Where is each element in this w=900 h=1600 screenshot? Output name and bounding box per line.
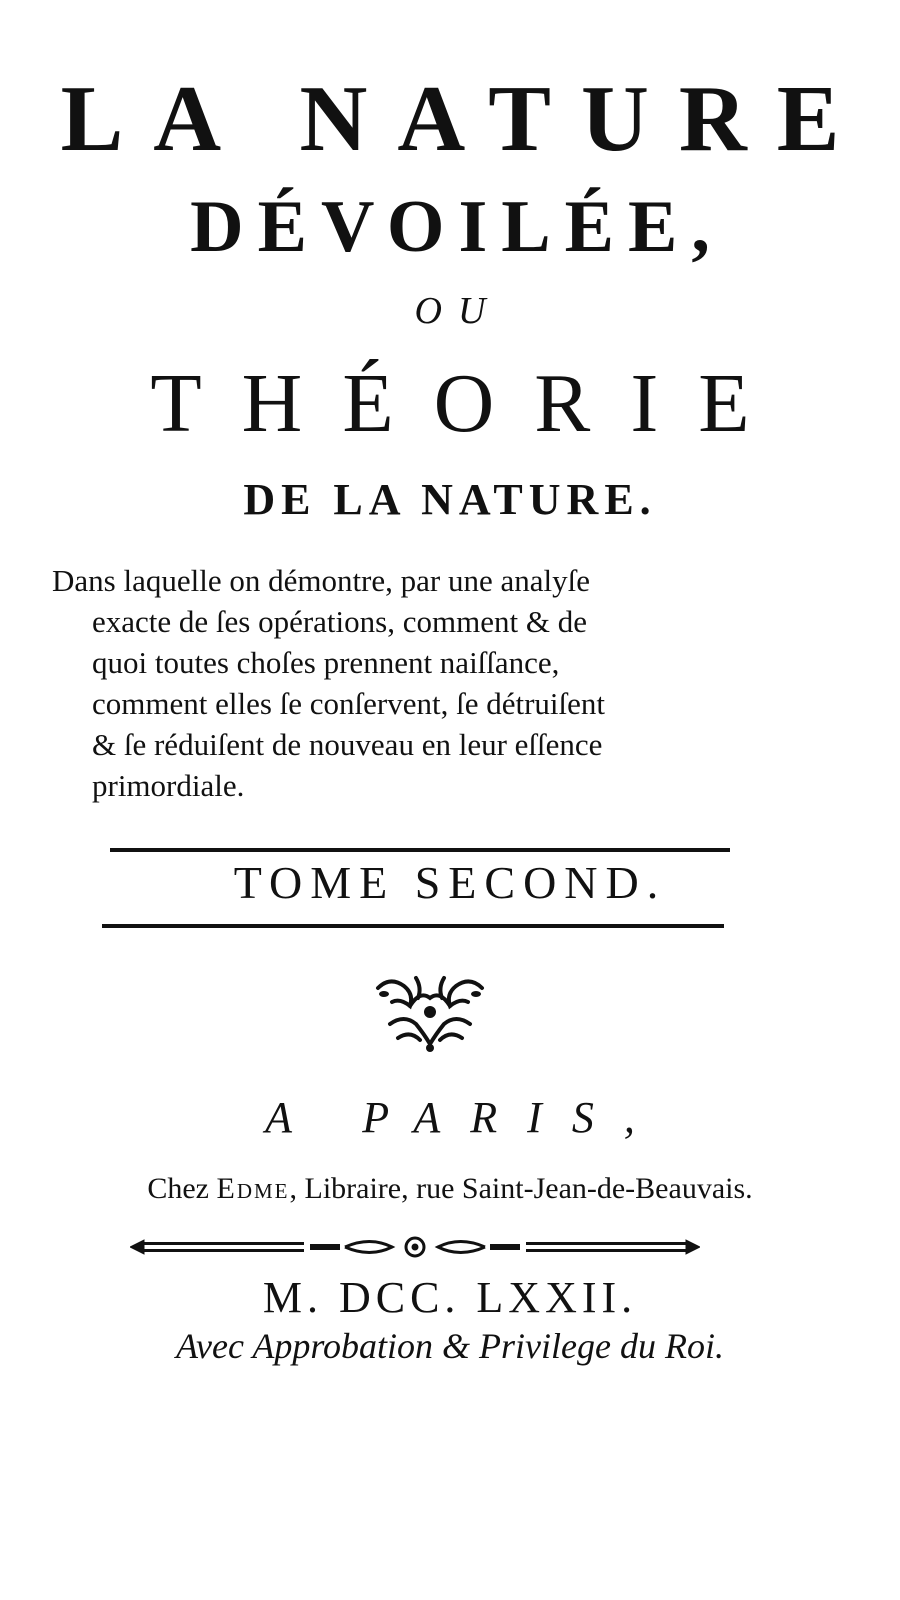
rule-bottom (102, 924, 724, 928)
title-line-ou: OU (414, 290, 502, 332)
title-line-theorie: THÉORIE (150, 357, 790, 450)
title-line-devoilee: DÉVOILÉE, (190, 186, 724, 268)
subtitle-line: comment elles ſe conſervent, ſe détruiſent (92, 686, 606, 721)
imprint-address: , Libraire, rue Saint-Jean-de-Beauvais. (289, 1172, 753, 1205)
title-line-la-nature: LA NATURE (60, 67, 870, 171)
rule-top (110, 848, 730, 852)
fleuron-ornament-icon (370, 968, 490, 1058)
subtitle-line: exacte de ſes opérations, comment & de (92, 604, 587, 639)
ornamental-divider-icon (130, 1234, 700, 1260)
publication-date: M. DCC. LXXII. (262, 1273, 638, 1322)
imprint-prefix: Chez (147, 1172, 217, 1205)
subtitle-block (52, 560, 792, 806)
subtitle-line: quoi toutes choſes prennent naiſſance, (92, 645, 560, 680)
subtitle-line: & ſe réduiſent de nouveau en leur eſſence (92, 727, 603, 762)
imprint-city: A PARIS, (265, 1093, 665, 1142)
subtitle-line: primordiale. (92, 768, 245, 803)
subtitle-line: Dans laquelle on démontre, par une analyſe (52, 563, 590, 598)
imprint-publisher-line (0, 1174, 900, 1204)
title-line-de-la-nature: DE LA NATURE. (243, 475, 657, 524)
volume-label: TOME SECOND. (233, 857, 667, 908)
imprint-publisher: Edme (216, 1172, 290, 1205)
approval-notice: Avec Approbation & Privilege du Roi. (176, 1326, 724, 1366)
